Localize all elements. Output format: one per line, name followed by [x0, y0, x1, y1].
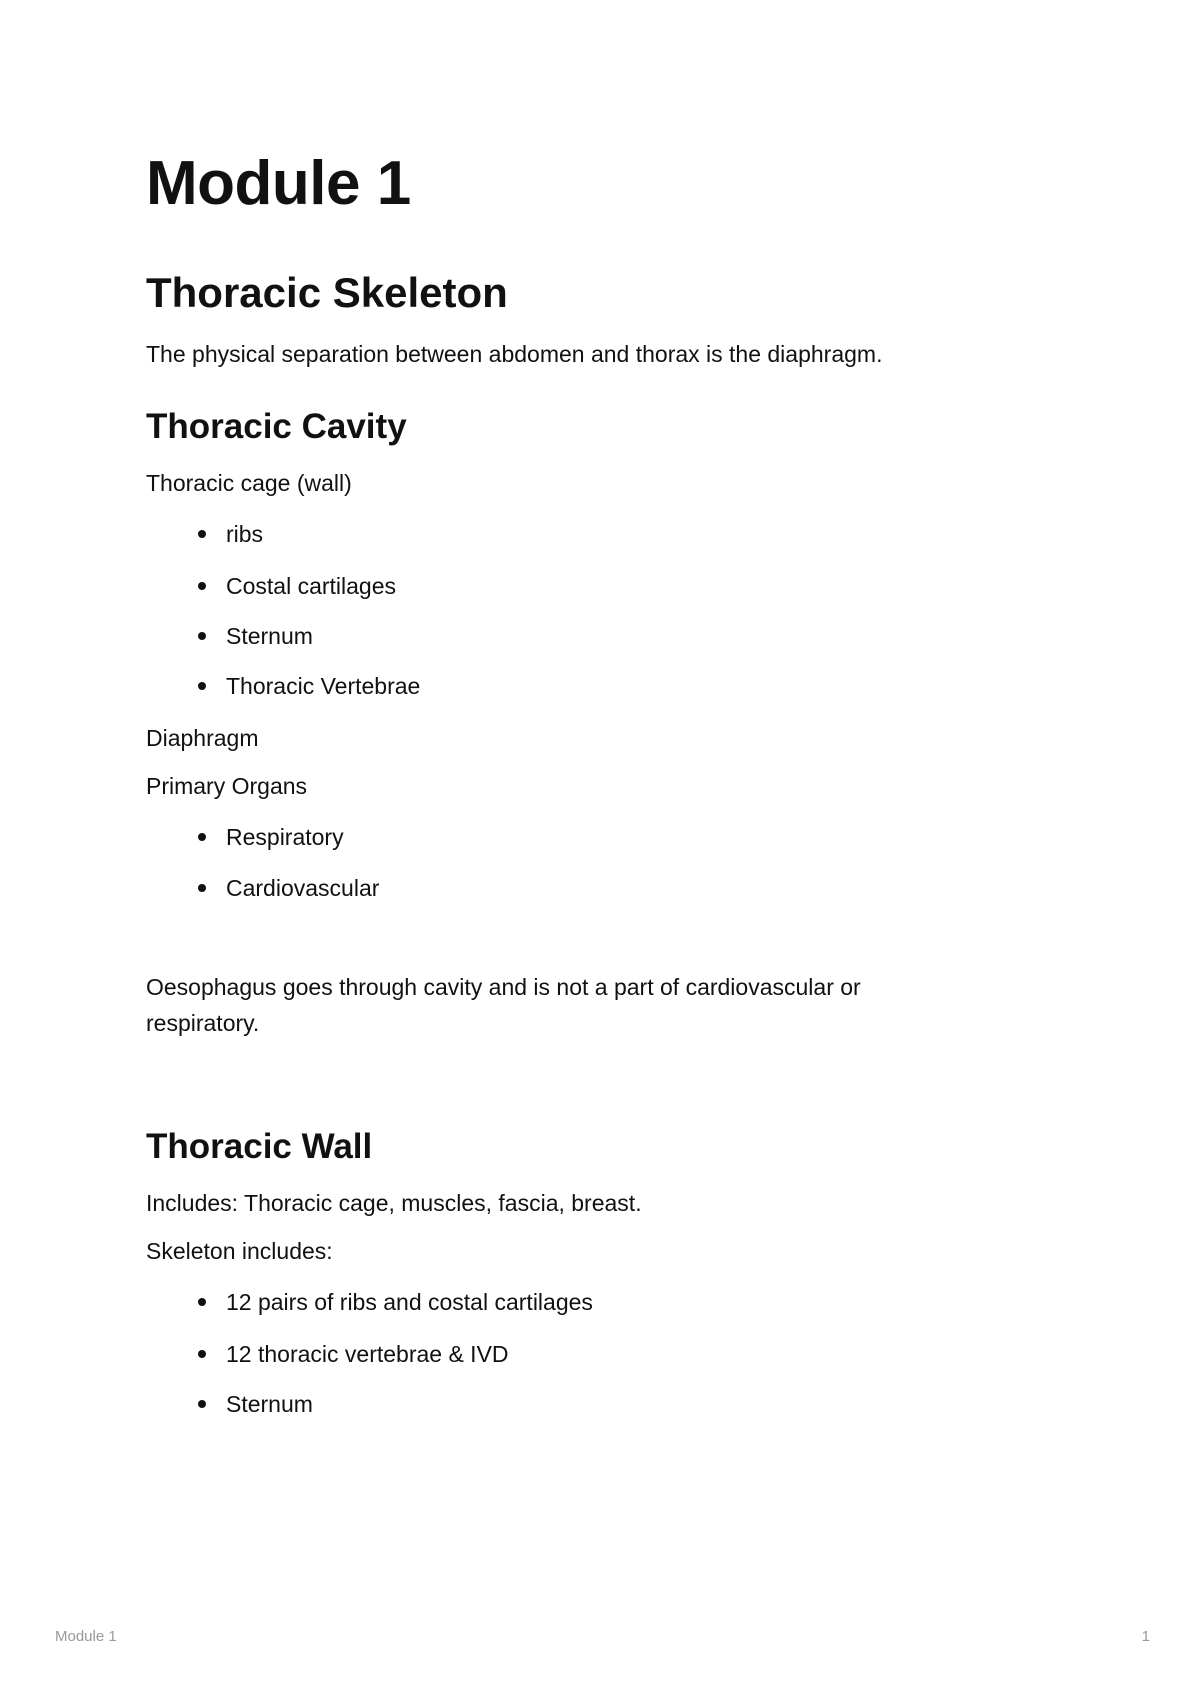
label-thoracic-cage: Thoracic cage (wall) — [146, 470, 352, 496]
heading-thoracic-cavity: Thoracic Cavity — [146, 407, 407, 446]
bullet-icon — [198, 1298, 206, 1306]
list-item: Costal cartilages — [226, 573, 397, 599]
list-item: 12 thoracic vertebrae & IVD — [226, 1341, 509, 1367]
footer-module-label: Module 1 — [55, 1628, 117, 1645]
bullet-icon — [198, 1400, 206, 1408]
label-skeleton-includes: Skeleton includes: — [146, 1238, 333, 1264]
list-item: Sternum — [226, 1391, 313, 1417]
bullet-icon — [198, 682, 206, 690]
bullet-icon — [198, 1350, 206, 1358]
bullet-icon — [198, 833, 206, 841]
page-title: Module 1 — [146, 149, 411, 218]
list-item: ribs — [226, 521, 264, 547]
list-item: 12 pairs of ribs and costal cartilages — [226, 1289, 593, 1315]
list-item: Thoracic Vertebrae — [226, 673, 421, 699]
bullet-icon — [198, 530, 206, 538]
paragraph-includes: Includes: Thoracic cage, muscles, fascia, breast. — [146, 1190, 642, 1216]
list-item: Respiratory — [226, 824, 344, 850]
paragraph-separation: The physical separation between abdomen and thorax is the diaphragm. — [146, 341, 883, 367]
heading-thoracic-wall: Thoracic Wall — [146, 1127, 373, 1166]
label-primary-organs: Primary Organs — [146, 773, 308, 799]
paragraph-oesophagus-note: Oesophagus goes through cavity and is not a part of cardiovascular or respiratory. — [146, 974, 861, 1036]
bullet-icon — [198, 884, 206, 892]
list-item: Cardiovascular — [226, 875, 380, 901]
heading-thoracic-skeleton: Thoracic Skeleton — [146, 269, 508, 316]
list-item: Sternum — [226, 623, 313, 649]
bullet-icon — [198, 582, 206, 590]
label-diaphragm: Diaphragm — [146, 725, 259, 751]
footer-page-number: 1 — [1141, 1628, 1150, 1645]
bullet-icon — [198, 632, 206, 640]
